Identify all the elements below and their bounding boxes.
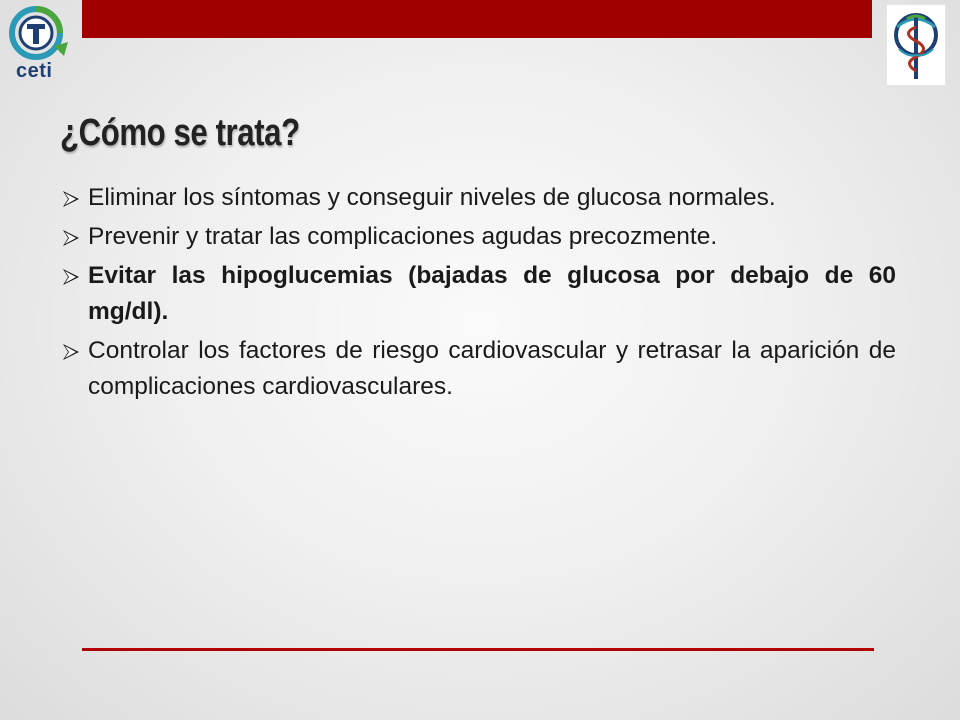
bullet-text: Evitar las hipoglucemias (bajadas de glucosa por debajo de 60 mg/dl). bbox=[88, 262, 896, 325]
medical-logo bbox=[886, 4, 946, 86]
bullet-text: Controlar los factores de riesgo cardiovascular y retrasar la aparición de complicaciones cardiovasculares. bbox=[88, 337, 896, 400]
ceti-logo-icon bbox=[6, 6, 72, 62]
slide-title: ¿Cómo se trata? bbox=[60, 112, 300, 154]
arrowhead-bullet-icon bbox=[62, 229, 80, 247]
bullet-list bbox=[62, 180, 896, 408]
arrowhead-bullet-icon bbox=[62, 268, 80, 286]
arrowhead-bullet-icon bbox=[62, 343, 80, 361]
ceti-logo-text: ceti bbox=[16, 60, 53, 82]
bullet-item bbox=[62, 333, 896, 405]
bullet-text: Eliminar los síntomas y conseguir niveles de glucosa normales. bbox=[88, 184, 776, 211]
bullet-item bbox=[62, 180, 896, 216]
bullet-text: Prevenir y tratar las complicaciones agudas precozmente. bbox=[88, 223, 718, 250]
ceti-logo bbox=[6, 6, 72, 84]
bullet-item-emphasized bbox=[62, 258, 896, 330]
caduceus-logo-icon bbox=[887, 5, 945, 85]
top-accent-bar bbox=[82, 0, 872, 38]
bullet-item bbox=[62, 219, 896, 255]
arrowhead-bullet-icon bbox=[62, 190, 80, 208]
bottom-divider bbox=[82, 648, 874, 651]
